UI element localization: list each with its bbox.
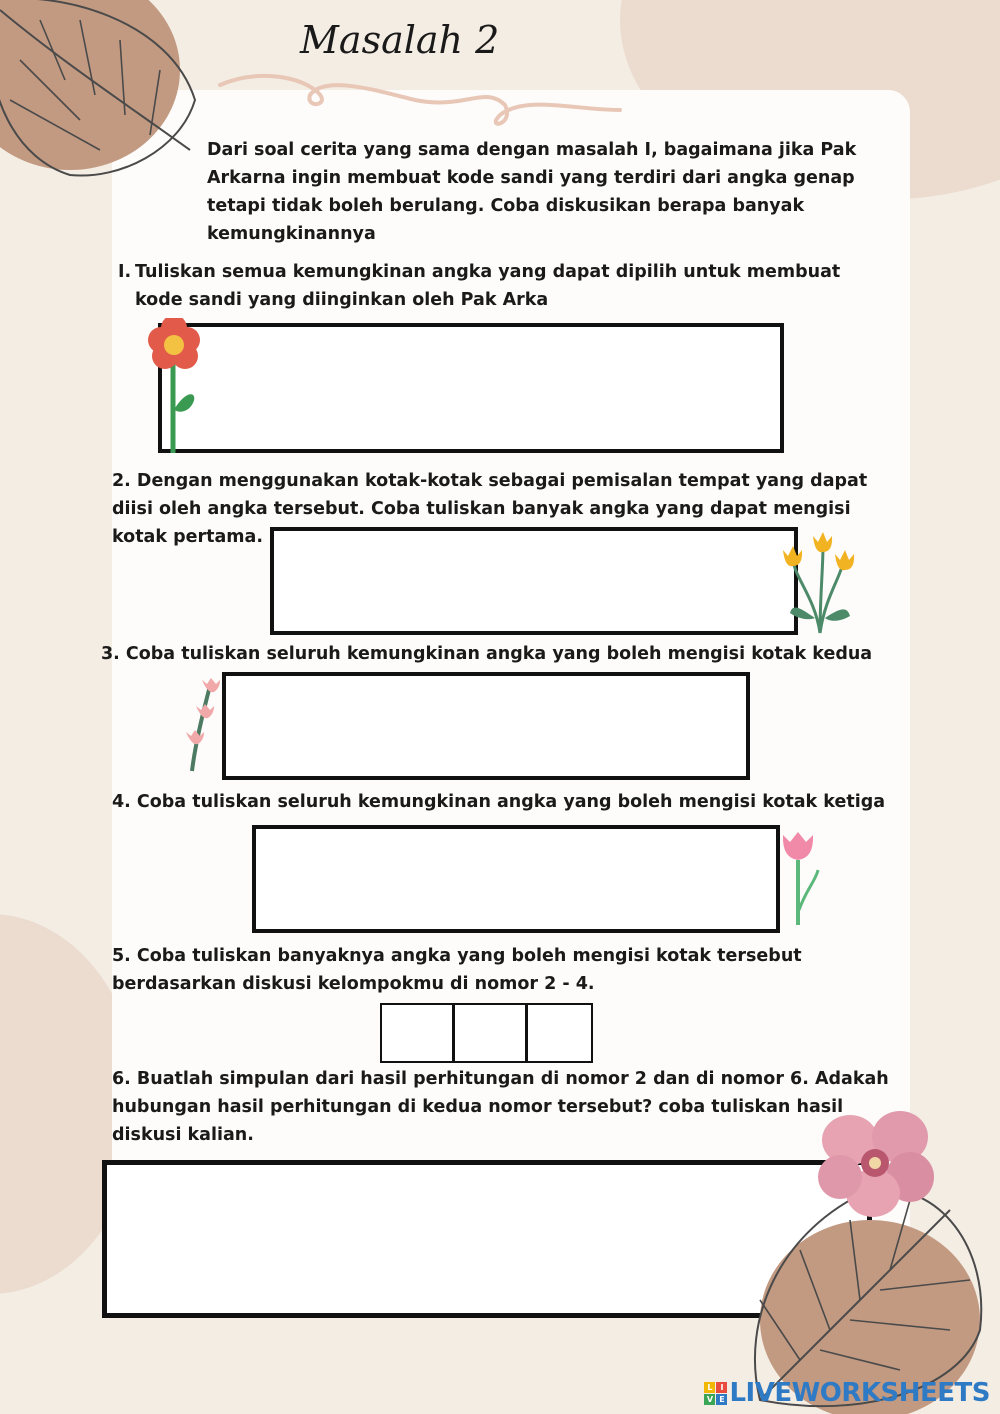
pink-hibiscus-icon (815, 1105, 935, 1220)
digit-box-2[interactable] (453, 1003, 527, 1063)
question-5-text: 5. Coba tuliskan banyaknya angka yang boleh mengisi kotak tersebut berdasarkan diskusi kelompokmu di nomor 2 - 4. (112, 946, 802, 994)
answer-box-3[interactable] (222, 672, 750, 780)
monstera-leaf-icon (0, 0, 220, 200)
question-6-text: 6. Buatlah simpulan dari hasil perhitungan di nomor 2 dan di nomor 6. Adakah hubungan hasil perhitungan di kedua nomor tersebut? coba tuliskan hasil diskusi kalian. (112, 1069, 889, 1145)
intro-text: Dari soal cerita yang sama dengan masalah I, bagaimana jika Pak Arkarna ingin membuat kode sandi yang terdiri dari angka genap tetapi tidak boleh berulang. Coba diskusikan berapa banyak kemungkinannya (207, 140, 857, 244)
liveworksheets-logo (704, 1378, 990, 1408)
question-2-text: 2. Dengan menggunakan kotak-kotak sebagai pemisalan tempat yang dapat diisi oleh angka tersebut. Coba tuliskan banyak angka yang dapat mengisi kotak pertama. (112, 471, 868, 547)
question-3-text: 3. Coba tuliskan seluruh kemungkinan angka yang boleh mengisi kotak kedua (101, 644, 873, 664)
yellow-tulips-icon (775, 528, 865, 638)
squiggle-decoration (215, 70, 625, 140)
pink-flower-stem-icon (180, 676, 225, 776)
question-4-text: 4. Coba tuliskan seluruh kemungkinan angka yang boleh mengisi kotak ketiga (112, 792, 886, 812)
answer-box-1[interactable] (158, 323, 784, 453)
question-1-text: Tuliskan semua kemungkinan angka yang dapat dipilih untuk membuat kode sandi yang diinginkan oleh Pak Arka (135, 262, 841, 310)
digit-box-3[interactable] (526, 1003, 593, 1063)
digit-box-1[interactable] (380, 1003, 454, 1063)
answer-box-4[interactable] (252, 825, 780, 933)
answer-box-2[interactable] (270, 527, 798, 635)
liveworksheets-wordmark: LIVEWORKSHEETS (729, 1378, 990, 1408)
liveworksheets-mark-icon: L I V E (704, 1382, 727, 1405)
red-flower-icon (143, 318, 213, 458)
pink-tulip-icon (778, 830, 823, 930)
question-1-number: I. (118, 262, 132, 282)
page-title: Masalah 2 (300, 18, 500, 62)
